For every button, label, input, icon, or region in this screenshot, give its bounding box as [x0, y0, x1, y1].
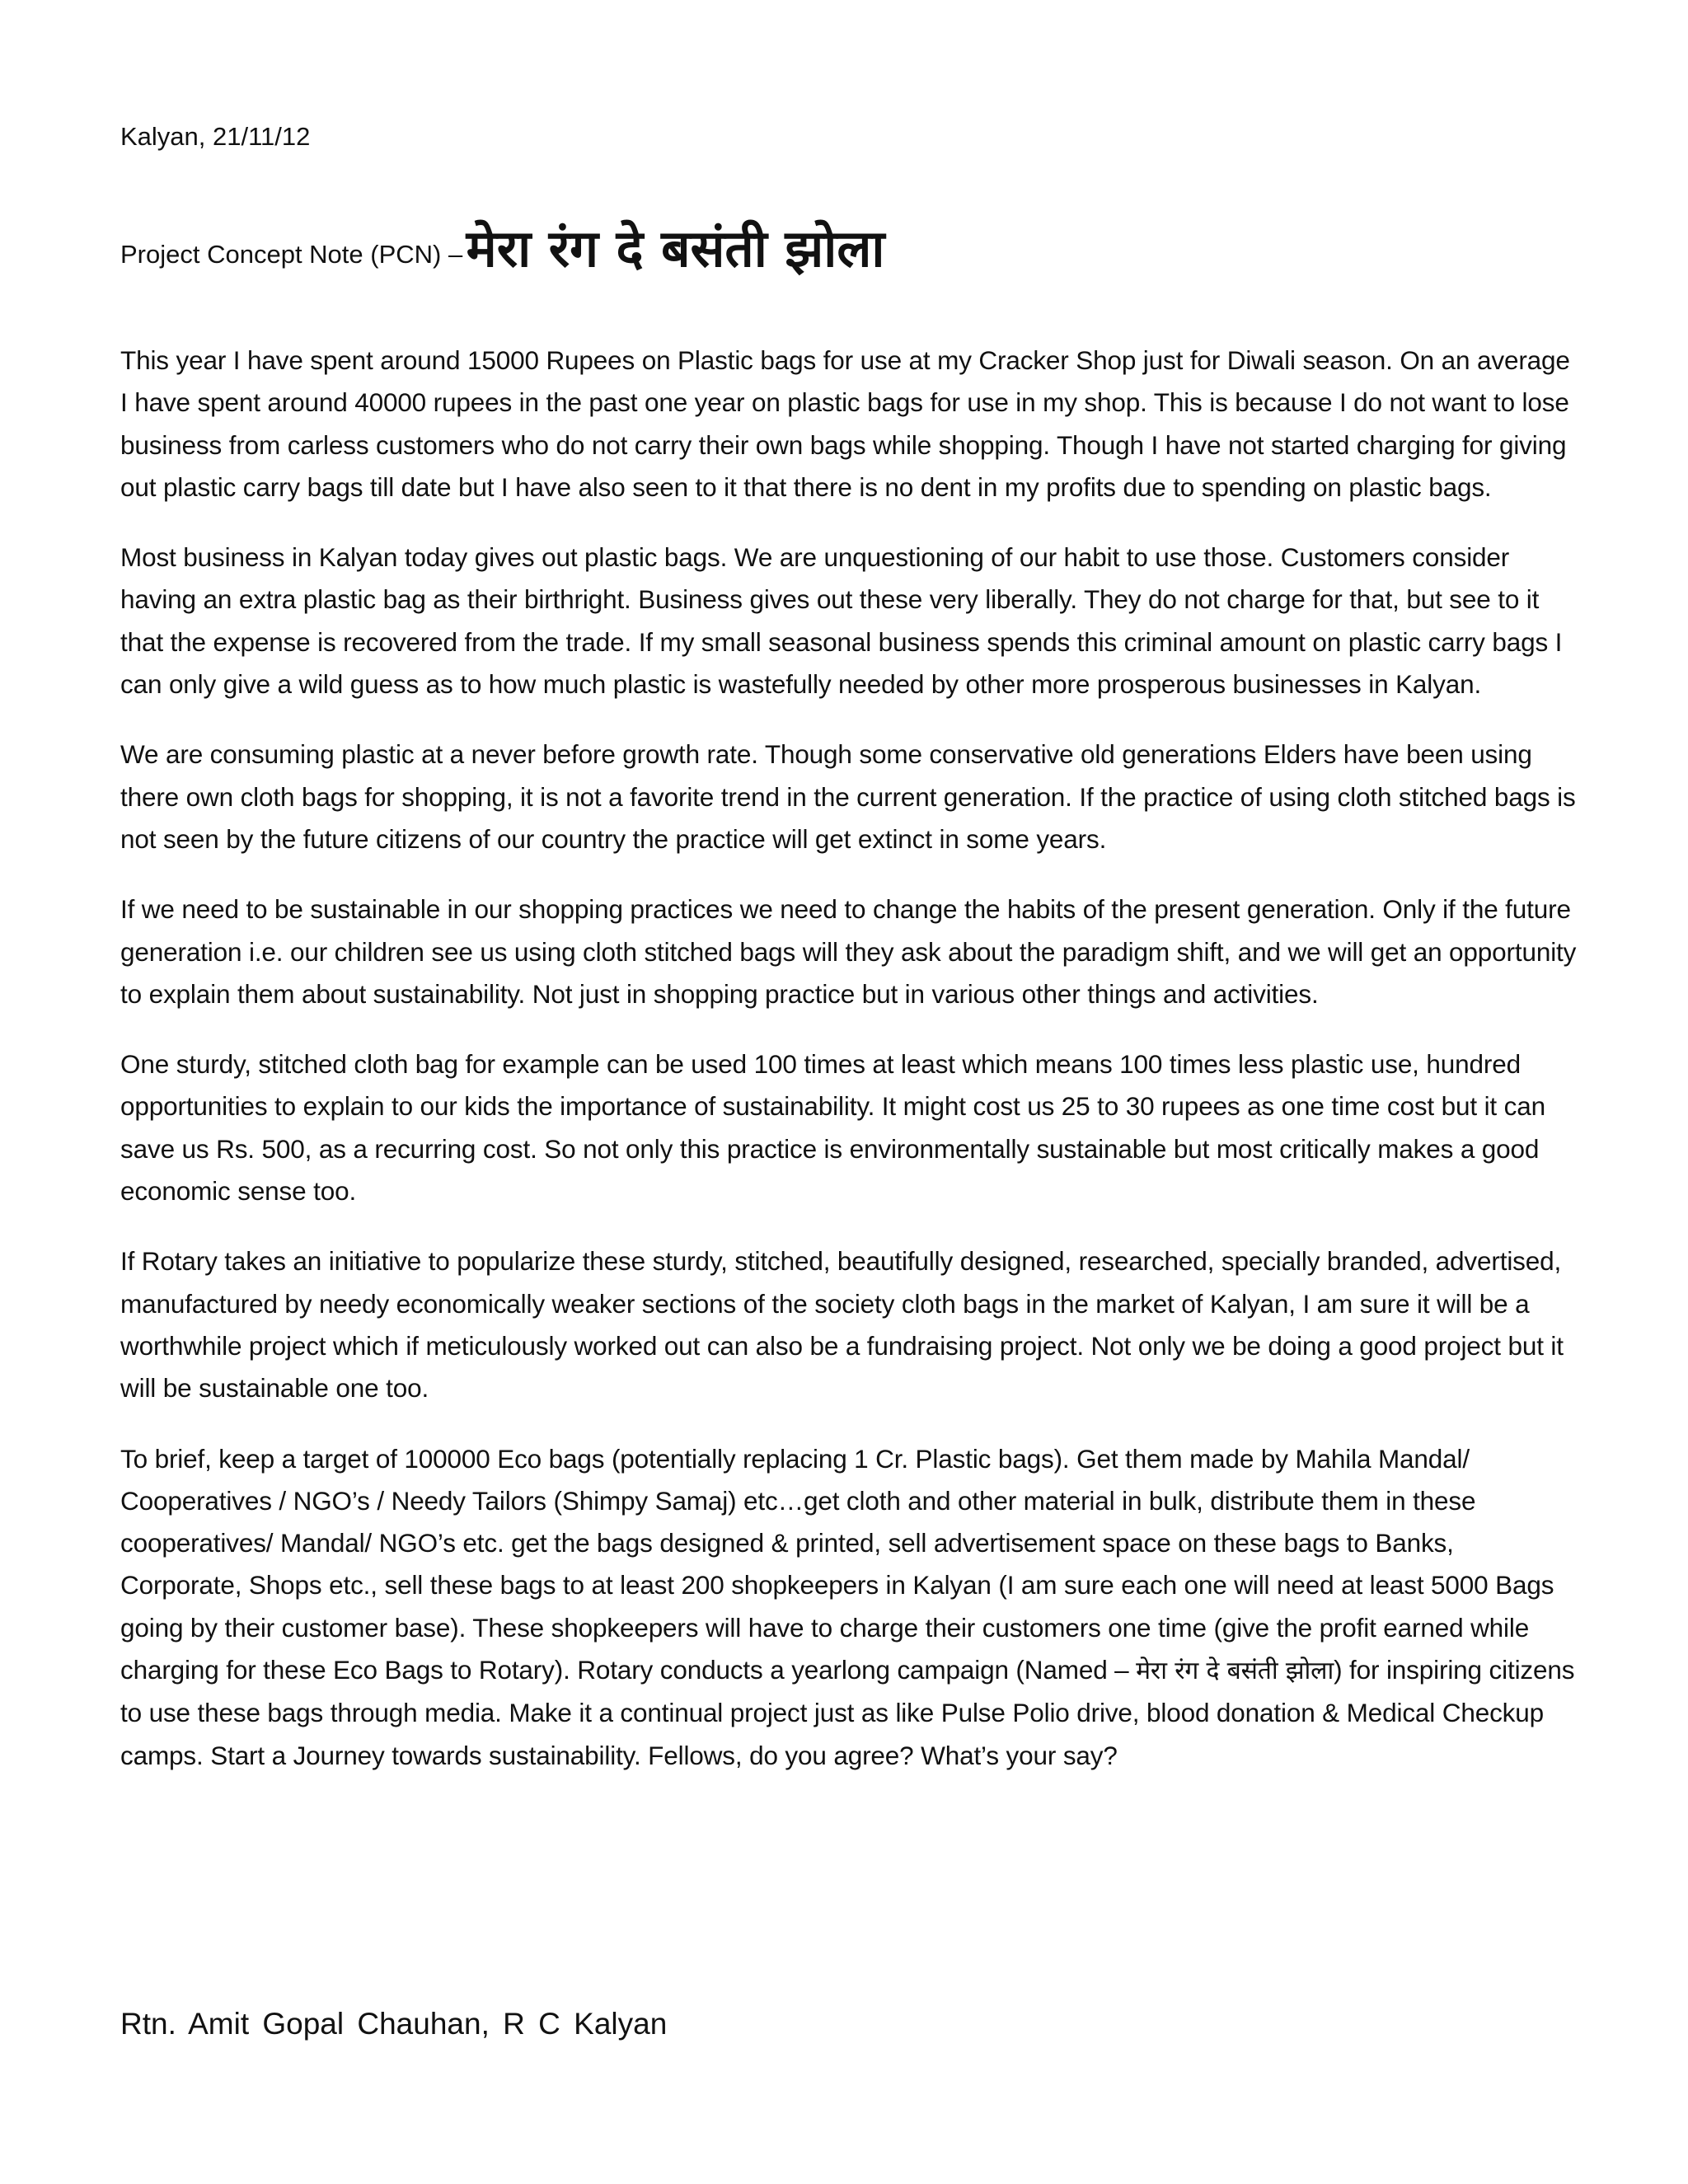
- date-line: Kalyan, 21/11/12: [120, 122, 311, 151]
- paragraph-7-part-2: ) for inspiring citizens to use these bags through media. Make it a continual project just as like Pulse Polio drive, blood donation & Medical Checkup camps. Start a Journey towards sustainability. Fellows, do you agree? What’s your say?: [120, 1655, 1575, 1770]
- title-prefix: Project Concept Note (PCN) –: [120, 240, 463, 269]
- paragraph-7-part-1: To brief, keep a target of 100000 Eco bags (potentially replacing 1 Cr. Plastic bags). Get them made by Mahila Mandal/ Cooperatives / NGO’s / Needy Tailors (Shimpy Samaj) etc…get cloth and other material in bulk, distribute them in these cooperatives/ Mandal/ NGO’s etc. get the bags designed & printed, sell advertisement space on these bags to Banks, Corporate, Shops etc., sell these bags to at least 200 shopkeepers in Kalyan (I am sure each one will need at least 5000 Bags going by their customer base). These shopkeepers will have to charge their customers one time (give the profit earned while charging for these Eco Bags to Rotary). Rotary conducts a yearlong campaign (Named –: [120, 1443, 1554, 1685]
- signature: Rtn. Amit Gopal Chauhan, R C Kalyan: [120, 2007, 668, 2041]
- paragraph-3: We are consuming plastic at a never before growth rate. Though some conservative old generations Elders have been using there own cloth bags for shopping, it is not a favorite trend in the current generation. If the practice of using cloth stitched bags is not seen by the future citizens of our country the practice will get extinct in some years.: [120, 739, 1576, 854]
- page-title: [120, 213, 884, 282]
- paragraph-4: If we need to be sustainable in our shopping practices we need to change the habits of the present generation. Only if the future generation i.e. our children see us using cloth stitched bags will they ask about the paradigm shift, and we will get an opportunity to explain them about sustainability. Not just in shopping practice but in various other things and activities.: [120, 894, 1577, 1009]
- paragraph-7: [120, 1438, 1579, 1777]
- document-body: [120, 340, 1579, 1805]
- paragraph-1: This year I have spent around 15000 Rupees on Plastic bags for use at my Cracker Shop just for Diwali season. On an average I have spent around 40000 rupees in the past one year on plastic bags for use in my shop. This is because I do not want to lose business from carless customers who do not carry their own bags while shopping. Though I have not started charging for giving out plastic carry bags till date but I have also seen to it that there is no dent in my profits due to spending on plastic bags.: [120, 345, 1570, 502]
- paragraph-7-hindi: मेरा रंग दे बसंती झोला: [1136, 1657, 1334, 1686]
- paragraph-2: Most business in Kalyan today gives out plastic bags. We are unquestioning of our habit to use those. Customers consider having an extra plastic bag as their birthright. Business gives out these very liberally. They do not charge for that, but see to it that the expense is recovered from the trade. If my small seasonal business spends this criminal amount on plastic carry bags I can only give a wild guess as to how much plastic is wastefully needed by other more prosperous businesses in Kalyan.: [120, 542, 1563, 700]
- title-hindi: मेरा रंग दे बसंती झोला: [466, 218, 885, 279]
- paragraph-6: If Rotary takes an initiative to popularize these sturdy, stitched, beautifully designed, researched, specially branded, advertised, manufactured by needy economically weaker sections of the society cloth bags in the market of Kalyan, I am sure it will be a worthwhile project which if meticulously worked out can also be a fundraising project. Not only we be doing a good project but it will be sustainable one too.: [120, 1246, 1564, 1404]
- paragraph-5: One sturdy, stitched cloth bag for example can be used 100 times at least which means 100 times less plastic use, hundred opportunities to explain to our kids the importance of sustainability. It might cost us 25 to 30 rupees as one time cost but it can save us Rs. 500, as a recurring cost. So not only this practice is environmentally sustainable but most critically makes a good economic sense too.: [120, 1049, 1545, 1207]
